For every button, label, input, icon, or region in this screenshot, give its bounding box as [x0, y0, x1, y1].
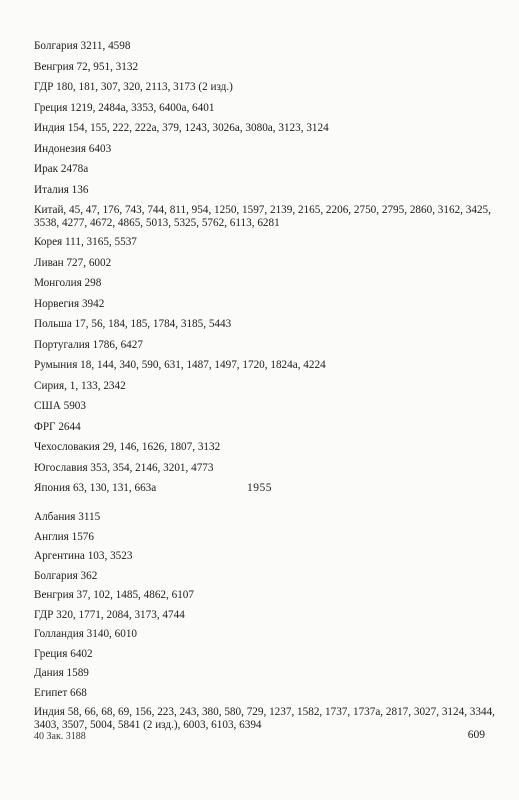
index-entry-syria: Сирия, 1, 133, 2342: [34, 379, 126, 392]
year-heading: 1955: [247, 482, 272, 494]
index-entry-lebanon: Ливан 727, 6002: [34, 256, 112, 269]
index-entry-gdr: ГДР 180, 181, 307, 320, 2113, 3173 (2 изд.): [34, 81, 233, 93]
country-index-list-1955: [34, 511, 504, 738]
index-entry-frg: ФРГ 2644: [34, 420, 81, 433]
index-entry-norway: Норвегия 3942: [34, 297, 105, 310]
print-order-note: 40 Зак. 3188: [34, 731, 86, 742]
index-entry-yugoslavia: Югославия 353, 354, 2146, 3201, 4773: [34, 461, 214, 474]
index-entry-hungary: Венгрия 72, 951, 3132: [34, 60, 139, 73]
index-entry-denmark: Дания 1589: [34, 667, 89, 679]
index-entry-hungary: Венгрия 37, 102, 1485, 4862, 6107: [34, 589, 194, 601]
country-index-list-1954: [34, 40, 504, 503]
index-entry-mongolia: Монголия 298: [34, 277, 102, 289]
index-entry-iraq: Ирак 2478а: [34, 163, 89, 175]
index-entry-greece: Греция 6402: [34, 647, 93, 660]
index-entry-india: Индия 58, 66, 68, 69, 156, 223, 243, 380, 580, 729, 1237, 1582, 1737, 1737а, 2817, 3027, 3124, 3344, 3403, 3507, 5004, 5841 (2 изд.), 6003, 6103, 6394: [34, 706, 495, 731]
index-entry-argentina: Аргентина 103, 3523: [34, 550, 133, 562]
index-entry-italy: Италия 136: [34, 183, 89, 196]
index-entry-korea: Корея 111, 3165, 5537: [34, 236, 137, 248]
index-entry-usa: США 5903: [34, 400, 86, 412]
index-entry-indonesia: Индонезия 6403: [34, 142, 112, 155]
index-entry-bulgaria: Болгария 362: [34, 569, 98, 582]
index-entry-bulgaria: Болгария 3211, 4598: [34, 40, 131, 52]
index-entry-czechoslovakia: Чехословакия 29, 146, 1626, 1807, 3132: [34, 441, 221, 453]
index-entry-china: Китай, 45, 47, 176, 743, 744, 811, 954, 1250, 1597, 2139, 2165, 2206, 2750, 2795, 2860, 3162, 3425, 3538, 4277, 4672, 4865, 5013, 5325, 5762, 6113, 6281: [34, 204, 491, 229]
index-entry-netherlands: Голландия 3140, 6010: [34, 628, 138, 640]
index-entry-egypt: Египет 668: [34, 686, 87, 699]
index-entry-poland: Польша 17, 56, 184, 185, 1784, 3185, 5443: [34, 318, 232, 330]
index-entry-portugal: Португалия 1786, 6427: [34, 338, 143, 351]
index-entry-gdr: ГДР 320, 1771, 2084, 3173, 4744: [34, 608, 185, 621]
index-entry-greece: Греция 1219, 2484а, 3353, 6400а, 6401: [34, 101, 215, 114]
index-entry-albania: Албания 3115: [34, 511, 101, 523]
index-entry-romania: Румыния 18, 144, 340, 590, 631, 1487, 1497, 1720, 1824а, 4224: [34, 359, 326, 371]
page-number: 609: [467, 729, 485, 741]
index-entry-india: Индия 154, 155, 222, 222а, 379, 1243, 3026а, 3080а, 3123, 3124: [34, 122, 329, 134]
index-entry-england: Англия 1576: [34, 530, 94, 543]
index-entry-japan: Япония 63, 130, 131, 663а: [34, 482, 157, 494]
